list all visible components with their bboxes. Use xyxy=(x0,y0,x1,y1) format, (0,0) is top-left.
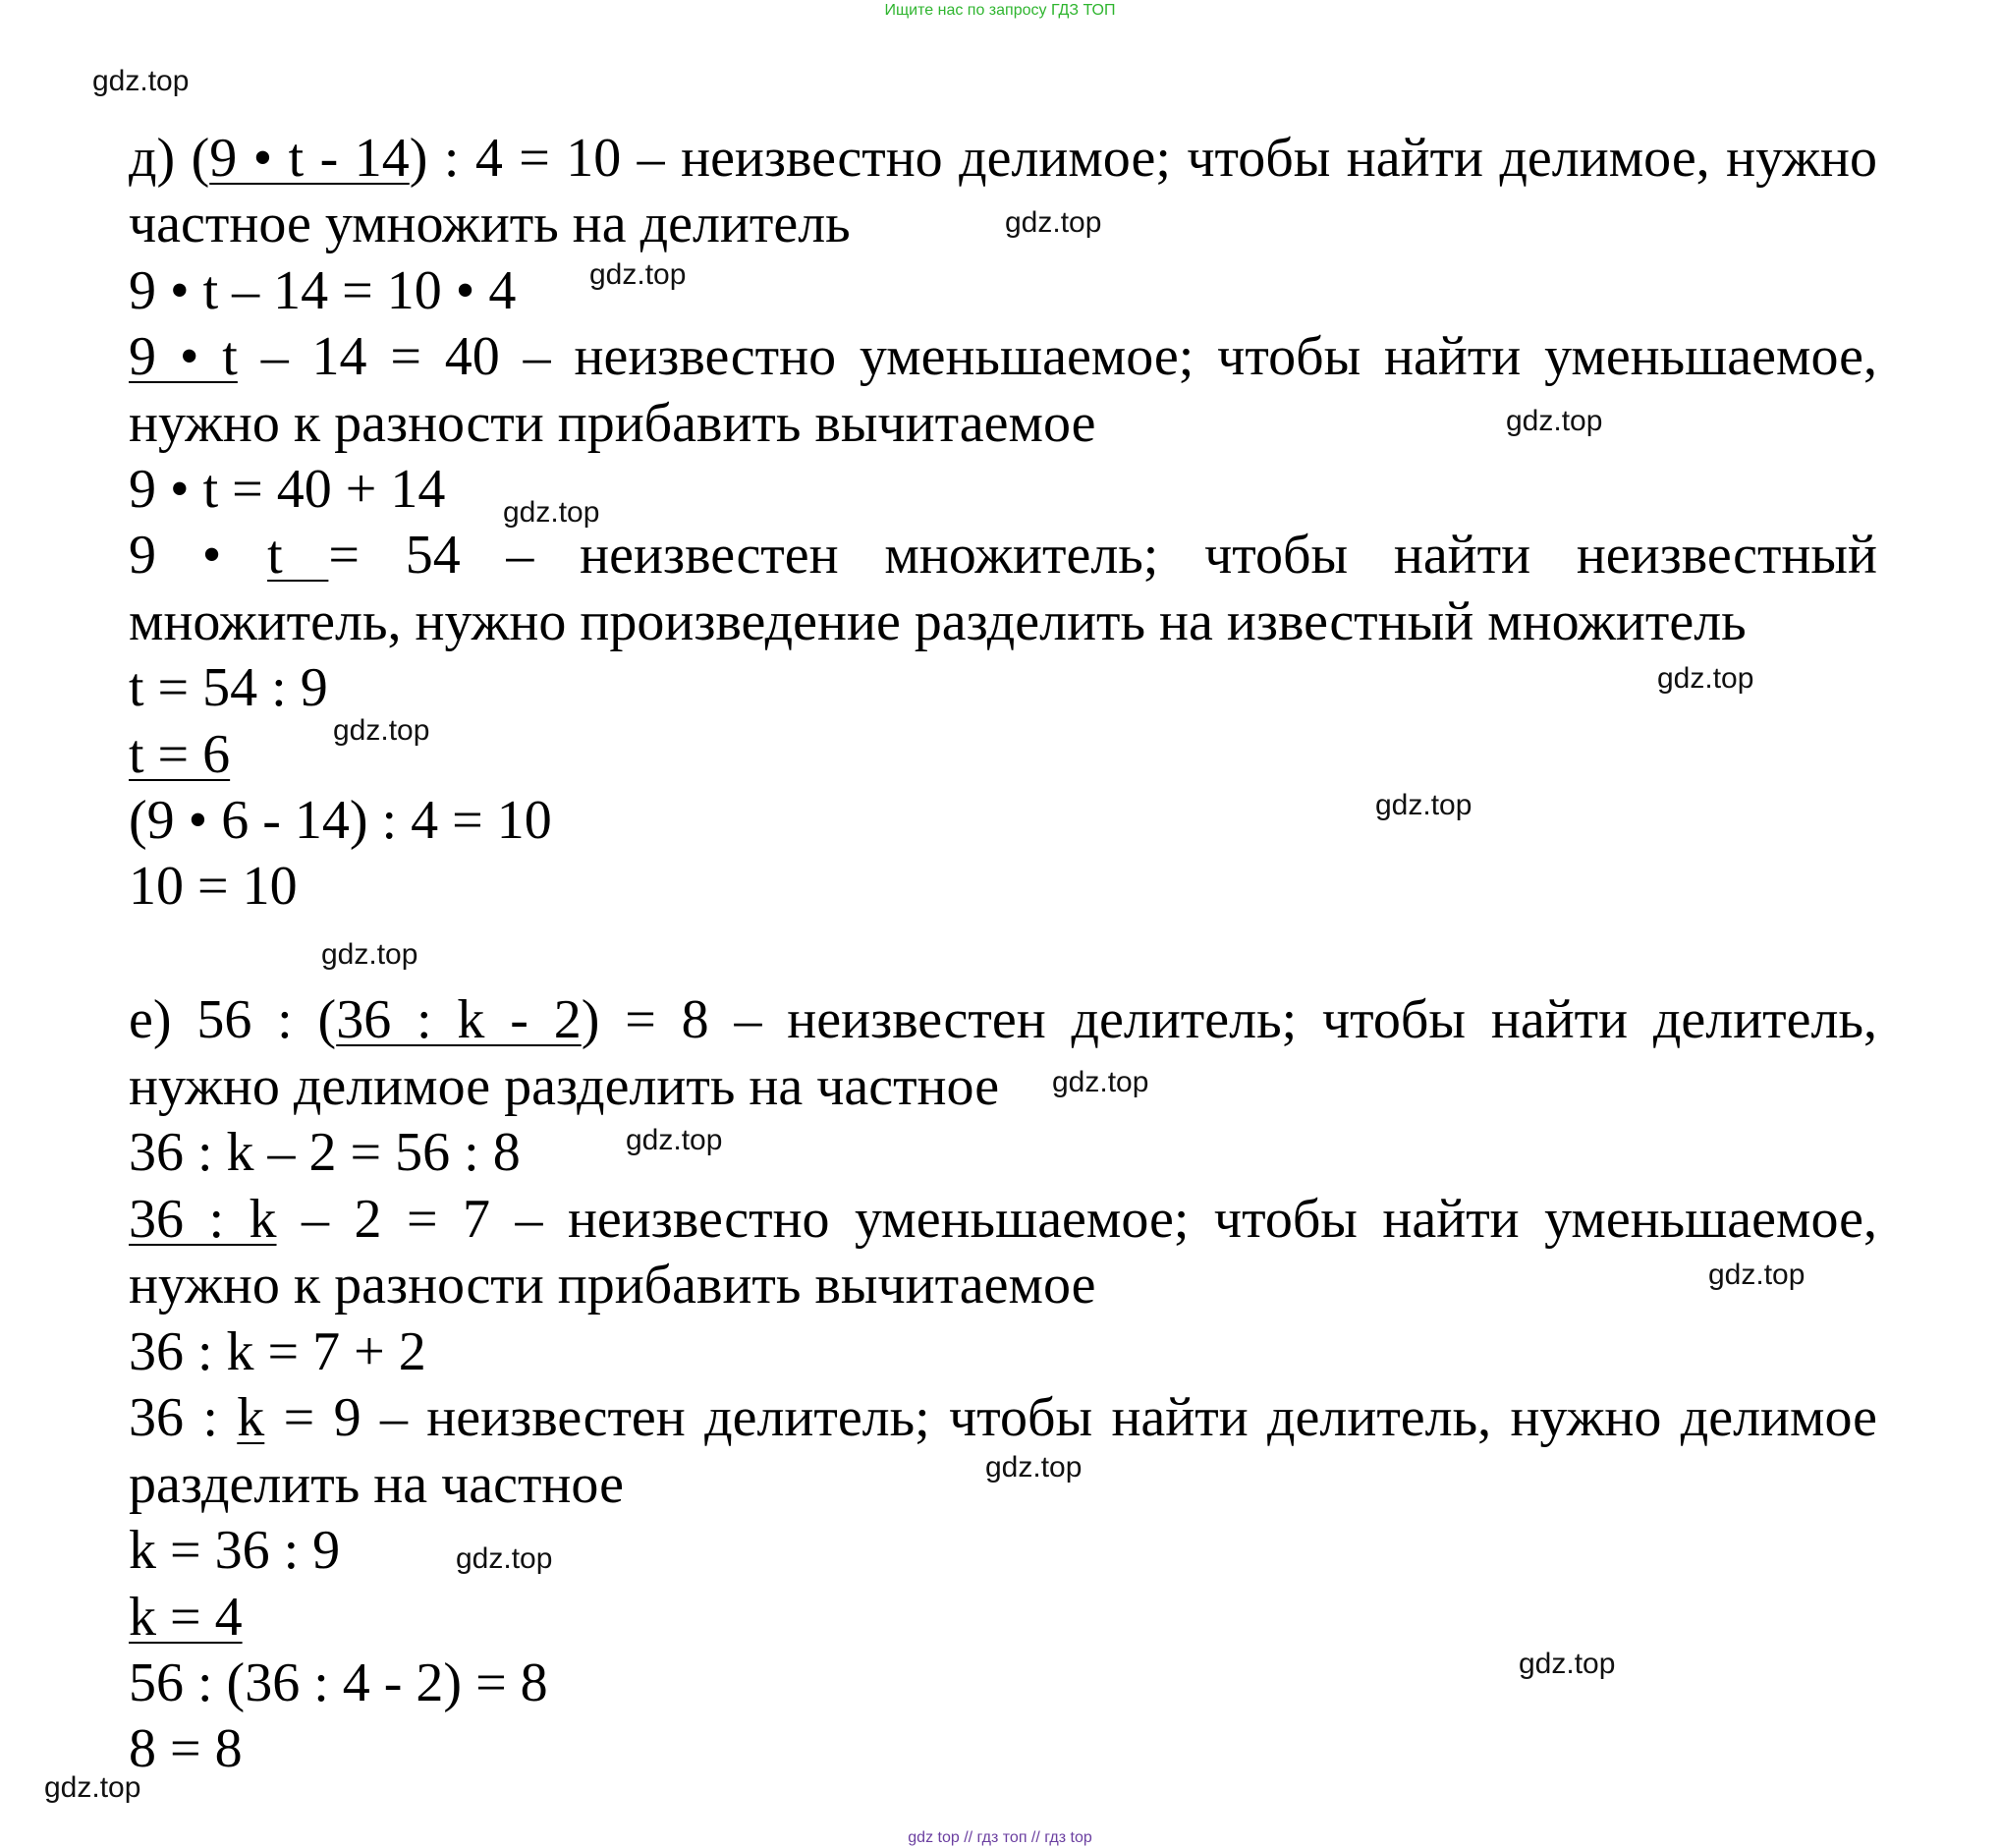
watermark: gdz.top xyxy=(503,496,600,529)
solution-line-e-12: 8 = 8 xyxy=(129,1718,243,1779)
underlined-answer: t = 6 xyxy=(129,724,231,785)
footer-links[interactable]: gdz top // гдз топ // гдз top xyxy=(908,1829,1092,1846)
watermark: gdz.top xyxy=(1506,405,1603,437)
solution-line-d-2: частное умножить на делитель xyxy=(129,194,851,254)
watermark: gdz.top xyxy=(626,1124,723,1156)
solution-line-d-3: 9 • t – 14 = 10 • 4 xyxy=(129,260,517,321)
watermark: gdz.top xyxy=(1657,662,1754,695)
underlined-expression: 9 • t - 14 xyxy=(209,128,410,189)
top-banner[interactable]: Ищите нас по запросу ГДЗ ТОП xyxy=(884,2,1116,19)
solution-line-d-6: 9 • t = 40 + 14 xyxy=(129,459,446,520)
watermark: gdz.top xyxy=(321,938,418,971)
watermark: gdz.top xyxy=(985,1451,1083,1484)
underlined-expression: 9 • t xyxy=(129,326,238,387)
underlined-expression: 36 : k - 2 xyxy=(336,989,582,1050)
watermark: gdz.top xyxy=(1375,789,1472,821)
underlined-expression: t xyxy=(267,525,329,586)
watermark: gdz.top xyxy=(44,1771,141,1804)
solution-line-e-5: нужно к разности прибавить вычитаемое xyxy=(129,1255,1096,1316)
solution-line-d-10 xyxy=(129,724,1877,785)
solution-line-d-1: д) (9 • t - 14) : 4 = 10 – неизвестно делимое; чтобы найти делимое, нужно xyxy=(129,128,1877,189)
watermark: gdz.top xyxy=(456,1542,553,1575)
solution-line-e-11: 56 : (36 : 4 - 2) = 8 xyxy=(129,1652,548,1713)
watermark: gdz.top xyxy=(1708,1259,1806,1291)
solution-line-e-6: 36 : k = 7 + 2 xyxy=(129,1321,426,1382)
solution-line-d-5: нужно к разности прибавить вычитаемое xyxy=(129,393,1096,454)
solution-line-d-12: 10 = 10 xyxy=(129,856,298,917)
solution-line-d-8: множитель, нужно произведение разделить на известный множитель xyxy=(129,591,1747,652)
solution-line-d-4: 9 • t – 14 = 40 – неизвестно уменьшаемое; чтобы найти уменьшаемое, xyxy=(129,326,1877,387)
solution-line-e-7: 36 : k = 9 – неизвестен делитель; чтобы найти делитель, нужно делимое xyxy=(129,1387,1877,1448)
watermark: gdz.top xyxy=(1005,206,1102,239)
watermark: gdz.top xyxy=(92,65,190,97)
watermark: gdz.top xyxy=(1052,1066,1149,1098)
watermark: gdz.top xyxy=(333,714,430,747)
solution-line-e-1: е) 56 : (36 : k - 2) = 8 – неизвестен делитель; чтобы найти делитель, xyxy=(129,989,1877,1050)
solution-line-d-9: t = 54 : 9 xyxy=(129,657,328,718)
solution-line-e-10 xyxy=(129,1587,1877,1648)
watermark: gdz.top xyxy=(1519,1648,1616,1680)
solution-line-e-8: разделить на частное xyxy=(129,1454,624,1515)
solution-line-e-2: нужно делимое разделить на частное xyxy=(129,1056,1000,1117)
underlined-expression: k xyxy=(237,1387,265,1448)
solution-line-e-9: k = 36 : 9 xyxy=(129,1520,341,1581)
watermark: gdz.top xyxy=(589,258,687,291)
underlined-expression: 36 : k xyxy=(129,1189,277,1250)
solution-line-e-4: 36 : k – 2 = 7 – неизвестно уменьшаемое; чтобы найти уменьшаемое, xyxy=(129,1189,1877,1250)
solution-line-e-3: 36 : k – 2 = 56 : 8 xyxy=(129,1122,521,1183)
solution-line-d-7: 9 • t = 54 – неизвестен множитель; чтобы найти неизвестный xyxy=(129,525,1877,586)
underlined-answer: k = 4 xyxy=(129,1587,243,1648)
solution-line-d-11: (9 • 6 - 14) : 4 = 10 xyxy=(129,790,552,851)
